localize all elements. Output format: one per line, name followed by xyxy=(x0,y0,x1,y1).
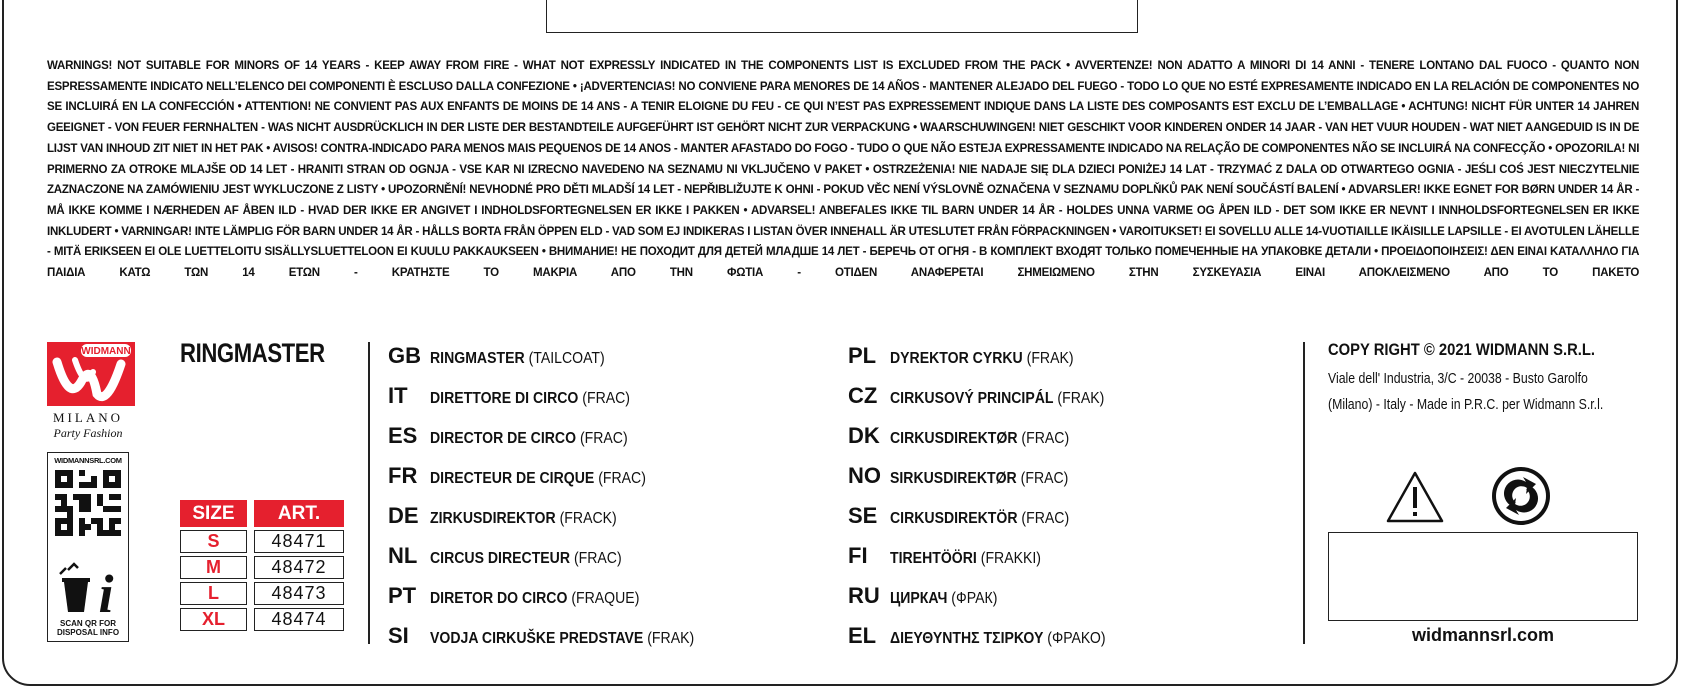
language-translation xyxy=(430,550,622,568)
warnings-text: WARNINGS! NOT SUITABLE FOR MINORS OF 14 YEARS - KEEP AWAY FROM FIRE - WHAT NOT EXPRESSLY INDICATED IN THE COMPONENTS LIST IS EXCLUDED FROM THE PACK • AVVERTENZE! NON ADATTO A MINORI DI 14 ANNI - TENERE LONTANO DAL FUOCO - QUANTO NON ESPRESSAMENTE INDICATO NELL’ELENCO DEI COMPONENTI È ESCLUSO DALLA CONFEZIONE • ¡ADVERTENCIAS! NO CONVIENE PARA MENORES DE 14 AÑOS - MANTENER ALEJADO DEL FUEGO - TODO LO QUE NO ESTÉ EXPRESAMENTE INDICADO EN LA RELACIÓN DE COMPONENTES NO SE INCLUIRÁ EN LA CONFECCIÓN • ATTENTION! NE CONVIENT PAS AUX ENFANTS DE MOINS DE 14 ANS - A TENIR ELOIGNE DU FEU - CE QUI N’EST PAS EXPRESSEMENT INDIQUE DANS LA LISTE DES COMPOSANTS EST EXCLU DE L’EMBALLAGE • ACHTUNG! NICHT FÜR UNTER 14 JAHREN GEEIGNET - VON FEUER FERNHALTEN - WAS NICHT AUSDRÜCKLICH IN DER LISTE DER BESTANDTEILE AUFGEFÜHRT IST GEHÖRT NICHT ZUR VERPACKUNG • WAARSCHUWINGEN! NIET GESCHIKT VOOR KINDEREN ONDER 14 JAAR - VAN HET VUUR HOUDEN - WAT NIET AANGEDUID IS IN DE LIJST VAN INHOUD ZIT NIET IN HET PAK • AVISOS! CONTRA-INDICADO PARA MENOS MAIS PEQUENOS DE 14 ANOS - MANTER AFASTADO DO FOGO - TUDO O QUE NÃO ESTEJA EXPRESSAMENTE INDICADO NA RELAÇÃO DE COMPONENTES NÃO SE INCLUIRÁ NA CONFECÇÃO • OPOZORILA! NI PRIMERNO ZA OTROKE MLAJŠE OD 14 LET - HRANITI STRAN OD OGNJA - VSE KAR NI IZRECNO NAVEDENO NA SEZNAMU NI VKLJUČENO V PAKET • OSTRZEŻENIA! NIE NADAJE SIĘ DLA DZIECI PONIŻEJ 14 LAT - TRZYMAĆ Z DALA OD OTWARTEGO OGNIA - JEŚLI COŚ JEST NIECZYTELNIE ZAZNACZONE NA ZAMÓWIENIU JEST WYKLUCZONE Z LISTY • UPOZORNĚNÍ! NEVHODNÉ PRO DĚTI MLADŠÍ 14 LET - NEPŘIBLIŽUJTE K OHNI - POKUD VĚC NENÍ VÝSLOVNĚ OZNAČENA V SEZNAMU DOPLŇKŮ PAK NENÍ SOUČÁSTÍ BALENÍ • ADVARSLER! IKKE EGNET FOR BØRN UNDER 14 ÅR - MÅ IKKE KOMME I NÆRHEDEN AF ÅBEN ILD - HVAD DER IKKE ER ANGIVET I INDHOLDSFORTEGNELSEN ER IKKE I PAKKEN • ADVARSEL! ANBEFALES IKKE TIL BARN UNDER 14 ÅR - HOLDES UNNA VARME OG ÅPEN ILD - DET SOM IKKE ER NEVNT I INNHOLDSFORTEGNELSEN ER IKKE INKLUDERT • VARNINGAR! INTE LÄMPLIG FÖR BARN UNDER 14 ÅR - HÅLLS BORTA FRÅN ÖPPEN ELD - VAD SOM EJ INDIKERAS I LISTAN ÖVER INNEHALL ÄR UTESLUTET FRÅN FÖRPACKNINGEN • VAROITUKSET! EI SOVELLU ALLE 14-VUOTIAILLE IKÄISILLE LAPSILLE - EI AVOTULEN LÄHELLE - MITÄ ERIKSEEN EI OLE LUETTELOITU SISÄLLYSLUETTELOON EI KUULU PAKKAUKSEEN • ВНИМАНИЕ! НЕ ПОХОДИТ ДЛЯ ДЕТЕЙ МЛАДШЕ 14 ЛЕТ - БЕРЕЧЬ ОТ ОГНЯ - В КОМПЛЕКТ ВХОДЯТ ТОЛЬКО ПОМЕЧЕННЫЕ НА УПАКОВКЕ ДЕТАЛИ • ΠΡΟΕΙΔΟΠΟΙΗΣΕΙΣ! ΔΕΝ ΕΙΝΑΙ ΚΑΤΑΛΛΗΛΟ ΓΙΑ ΠΑΙΔΙΑ ΚΑΤΩ ΤΩΝ 14 ΕΤΩΝ - ΚΡΑΤΗΣΤΕ ΤΟ ΜΑΚΡΙΑ ΑΠΟ ΤΗΝ ΦΩΤΙΑ - ΟΤΙΔΕΝ ΑΝΑΦΕΡΕΤΑΙ ΣΗΜΕΙΩΜΕΝΟ ΣΤΗΝ ΣΥΣΚΕΥΑΣΙΑ ΕΙΝΑΙ ΑΠΟΚΛΕΙΣΜΕΝΟ ΑΠΟ ΤΟ ΠΑΚΕΤΟ xyxy=(47,58,1640,280)
size-table xyxy=(180,500,344,631)
product-title: RINGMASTER xyxy=(180,338,325,368)
website-url[interactable]: widmannsrl.com xyxy=(1411,625,1555,645)
translation-name: RINGMASTER xyxy=(430,350,525,367)
art-header: ART. xyxy=(254,500,344,527)
translation-note: (FRAC) xyxy=(579,430,628,447)
translation-name: DIRETTORE DI CIRCO xyxy=(430,390,579,407)
translation-name: DYREKTOR CYRKU xyxy=(890,350,1023,367)
language-code: NO xyxy=(848,463,881,488)
language-item-no xyxy=(848,463,1135,503)
size-row xyxy=(180,530,344,553)
size-cell: S xyxy=(180,530,247,553)
scan-line-2: DISPOSAL INFO xyxy=(56,628,120,637)
language-translation xyxy=(430,390,630,408)
language-item-de xyxy=(388,503,730,543)
language-code: IT xyxy=(388,383,408,408)
language-code: DK xyxy=(848,423,880,448)
translation-name: DIRECTEUR DE CIRQUE xyxy=(430,470,595,487)
language-list-left xyxy=(388,343,730,663)
translation-name: CIRKUSDIREKTØR xyxy=(890,430,1018,447)
size-row xyxy=(180,582,344,605)
translation-note: (FRAC) xyxy=(598,470,646,487)
warning-triangle-icon xyxy=(1385,470,1445,524)
address-line-2: (Milano) - Italy - Made in P.R.C. per Widmann S.r.l. xyxy=(1328,396,1604,413)
translation-note: (TAILCOAT) xyxy=(528,350,605,367)
language-translation xyxy=(430,430,628,448)
disposal-info-icon xyxy=(54,558,122,616)
language-code: RU xyxy=(848,583,880,608)
translation-note: (FRAK) xyxy=(647,630,695,647)
qr-url: WIDMANNSRL.COM xyxy=(54,456,122,465)
language-item-fr xyxy=(388,463,730,503)
language-translation xyxy=(890,350,1074,368)
svg-text:i: i xyxy=(98,564,114,616)
language-translation xyxy=(890,390,1104,408)
language-translation xyxy=(890,550,1041,568)
translation-name: CIRCUS DIRECTEUR xyxy=(430,550,571,567)
translation-note: (ФРАК) xyxy=(951,590,998,607)
translation-note: (FRAC) xyxy=(1020,470,1069,487)
size-table-header xyxy=(180,500,344,527)
translation-note: (FRAC) xyxy=(573,550,622,567)
language-code: SE xyxy=(848,503,878,528)
size-cell: M xyxy=(180,556,247,579)
language-translation xyxy=(430,510,617,528)
language-item-cz xyxy=(848,383,1135,423)
divider-right xyxy=(1303,342,1305,644)
translation-note: (FRAK) xyxy=(1057,390,1105,407)
language-item-se xyxy=(848,503,1135,543)
scan-instructions xyxy=(48,619,128,637)
language-code: CZ xyxy=(848,383,878,408)
logo-tagline: Party Fashion xyxy=(53,426,123,440)
divider-left xyxy=(368,342,370,644)
translation-note: (FRAC) xyxy=(1021,510,1070,527)
language-item-pl xyxy=(848,343,1135,383)
size-row xyxy=(180,608,344,631)
art-cell: 48474 xyxy=(254,608,344,631)
address-line-1: Viale dell' Industria, 3/C - 20038 - Busto Garolfo xyxy=(1328,370,1588,387)
translation-name: TIREHTÖÖRI xyxy=(890,550,977,567)
language-translation xyxy=(890,430,1069,448)
translation-name: VODJA CIRKUŠKE PREDSTAVE xyxy=(430,630,644,647)
language-code: NL xyxy=(388,543,418,568)
logo-city: MILANO xyxy=(53,410,123,425)
top-box xyxy=(546,0,1138,33)
language-item-fi xyxy=(848,543,1135,583)
language-item-es xyxy=(388,423,730,463)
language-code: PT xyxy=(388,583,417,608)
translation-note: (FRAKKI) xyxy=(980,550,1041,567)
language-code: FI xyxy=(848,543,868,568)
widmann-logo-mark xyxy=(47,342,135,408)
green-dot-recycle-icon xyxy=(1490,465,1552,527)
company-address xyxy=(1328,366,1603,418)
language-item-ru xyxy=(848,583,1135,623)
size-cell: L xyxy=(180,582,247,605)
qr-code-icon[interactable] xyxy=(55,470,121,536)
art-cell: 48472 xyxy=(254,556,344,579)
size-row xyxy=(180,556,344,579)
language-code: EL xyxy=(848,623,877,648)
translation-name: SIRKUSDIREKTØR xyxy=(890,470,1017,487)
language-item-nl xyxy=(388,543,730,583)
translation-note: (FRAQUE) xyxy=(571,590,640,607)
translation-name: CIRKUSDIREKTÖR xyxy=(890,510,1018,527)
widmann-w-icon xyxy=(47,342,135,406)
translation-name: CIRKUSOVÝ PRINCIPÁL xyxy=(890,390,1054,407)
language-item-gb xyxy=(388,343,730,383)
language-item-pt xyxy=(388,583,730,623)
language-code: PL xyxy=(848,343,877,368)
language-translation xyxy=(430,470,646,488)
language-code: SI xyxy=(388,623,409,648)
language-item-it xyxy=(388,383,730,423)
language-list-right xyxy=(848,343,1135,663)
translation-name: ZIRKUSDIREKTOR xyxy=(430,510,556,527)
language-translation xyxy=(430,590,639,608)
copyright-text: COPY RIGHT © 2021 WIDMANN S.R.L. xyxy=(1328,340,1596,359)
translation-name: DIRECTOR DE CIRCO xyxy=(430,430,577,447)
language-item-el xyxy=(848,623,1135,663)
qr-disposal-box xyxy=(47,452,129,642)
translation-note: (FRAC) xyxy=(582,390,631,407)
translation-note: (ΦΡΑΚΟ) xyxy=(1047,630,1106,647)
language-translation xyxy=(890,630,1106,648)
batch-code-box xyxy=(1328,532,1638,621)
translation-note: (FRAC) xyxy=(1021,430,1070,447)
language-translation xyxy=(430,630,694,648)
language-code: GB xyxy=(388,343,421,368)
language-item-si xyxy=(388,623,730,663)
translation-name: ΔΙΕΥΘΥΝΤΗΣ ΤΣΙΡΚΟΥ xyxy=(890,630,1044,647)
translation-name: ЦИРКАЧ xyxy=(890,590,948,607)
language-translation xyxy=(890,510,1069,528)
translation-note: (FRACK) xyxy=(559,510,617,527)
language-code: DE xyxy=(388,503,419,528)
brand-logo xyxy=(47,342,139,441)
logo-brand-text: WIDMANN xyxy=(81,346,131,357)
size-cell: XL xyxy=(180,608,247,631)
size-header: SIZE xyxy=(180,500,247,527)
size-rows xyxy=(180,530,344,631)
language-item-dk xyxy=(848,423,1135,463)
language-code: FR xyxy=(388,463,418,488)
art-cell: 48473 xyxy=(254,582,344,605)
scan-line-1: SCAN QR FOR xyxy=(60,619,116,628)
language-translation xyxy=(890,590,997,608)
language-translation xyxy=(890,470,1068,488)
translation-note: (FRAK) xyxy=(1026,350,1074,367)
art-cell: 48471 xyxy=(254,530,344,553)
language-translation xyxy=(430,350,605,368)
language-code: ES xyxy=(388,423,418,448)
translation-name: DIRETOR DO CIRCO xyxy=(430,590,568,607)
